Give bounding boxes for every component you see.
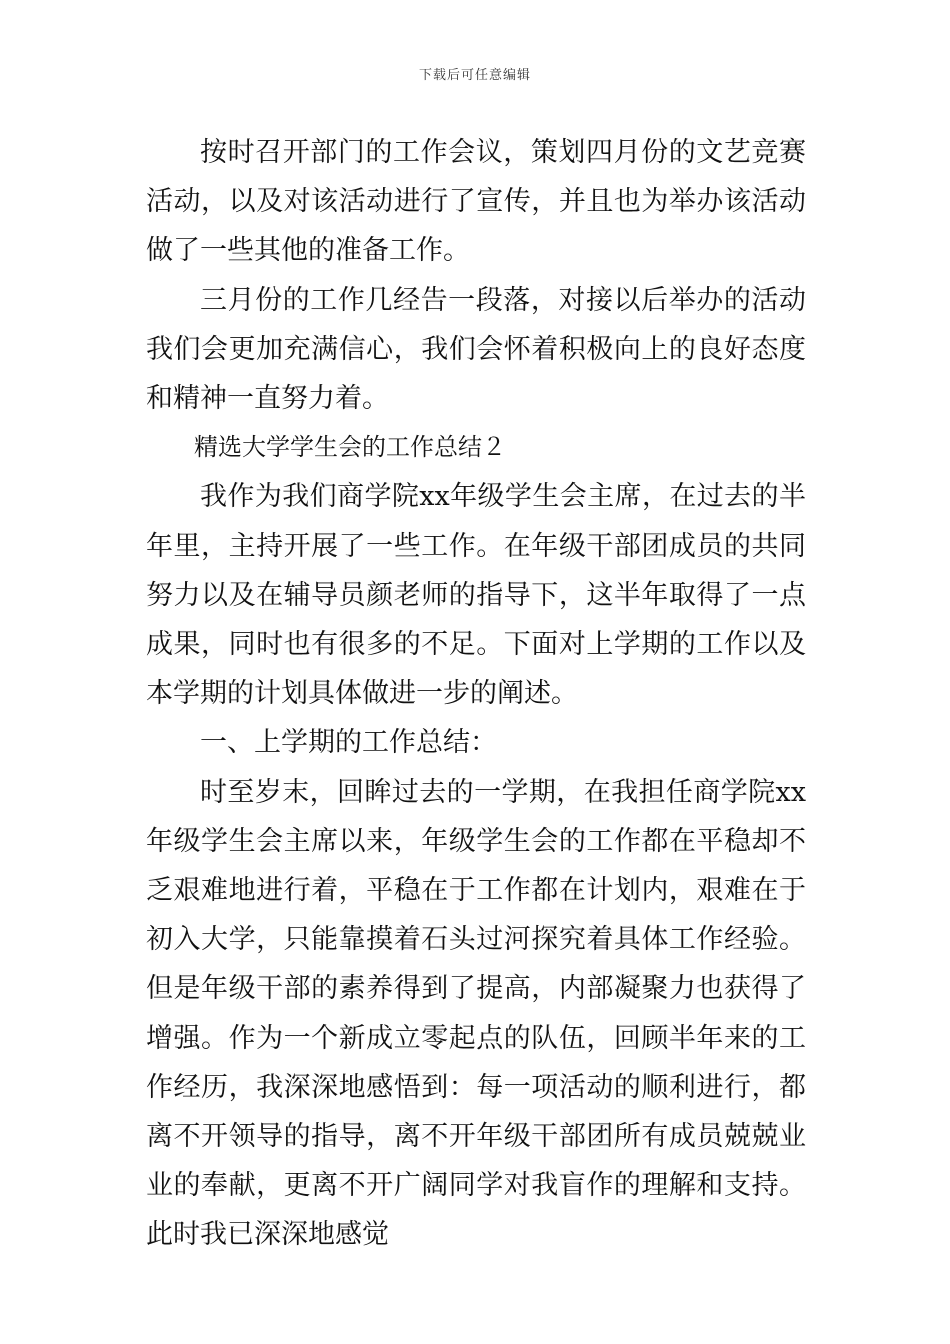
paragraph: 按时召开部门的工作会议，策划四月份的文艺竞赛活动，以及对该活动进行了宣传，并且也为举办该活动做了一些其他的准备工作。 xyxy=(146,137,806,267)
document-body xyxy=(146,128,806,1260)
paragraph: 时至岁末，回眸过去的一学期，在我担任商学院xx年级学生会主席以来，年级学生会的工作都在平稳却不乏艰难地进行着，平稳在于工作都在计划内，艰难在于初入大学，只能靠摸着石头过河探究着具体工作经验。但是年级干部的素养得到了提高，内部凝聚力也获得了增强。作为一个新成立零起点的队伍，回顾半年来的工作经历，我深深地感悟到：每一项活动的顺利进行，都离不开领导的指导，离不开年级干部团所有成员兢兢业业的奉献，更离不开广阔同学对我盲作的理解和支持。此时我已深深地感觉 xyxy=(146,776,806,1251)
section-heading: 一、上学期的工作总结： xyxy=(200,727,497,759)
page-header: 下载后可任意编辑 xyxy=(418,68,531,83)
paragraph: 我作为我们商学院xx年级学生会主席，在过去的半年里，主持开展了一些工作。在年级干部团成员的共同努力以及在辅导员颜老师的指导下，这半年取得了一点成果，同时也有很多的不足。下面对上学期的工作以及本学期的计划具体做进一步的阐述。 xyxy=(146,481,806,710)
paragraph: 三月份的工作几经告一段落，对接以后举办的活动我们会更加充满信心，我们会怀着积极向上的良好态度和精神一直努力着。 xyxy=(146,284,806,415)
section-title: 精选大学学生会的工作总结２ xyxy=(194,433,506,462)
